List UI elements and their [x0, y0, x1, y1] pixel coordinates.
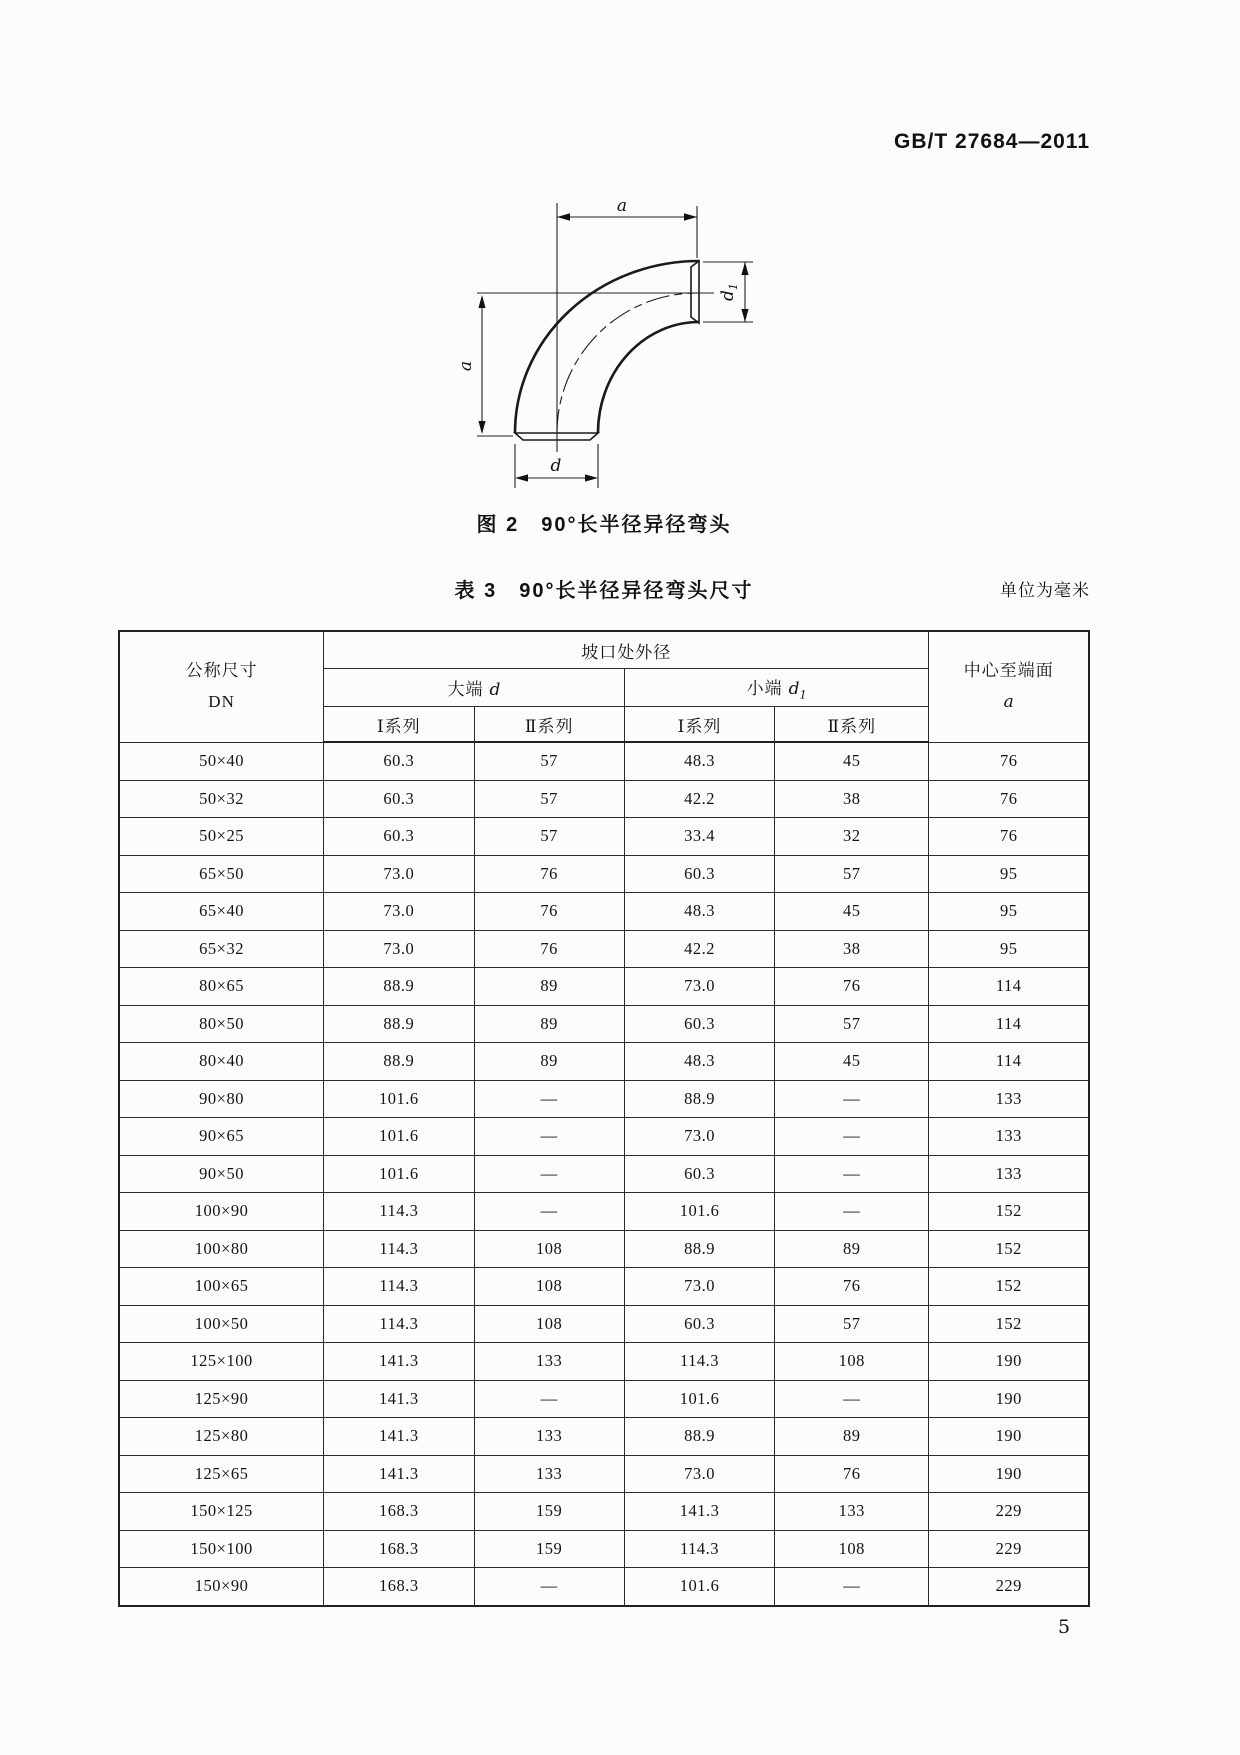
cell-dn: 50×25: [119, 818, 324, 856]
cell-value: 229: [929, 1568, 1089, 1606]
arrow: [684, 213, 697, 221]
cell-value: 141.3: [324, 1343, 474, 1381]
cell-value: 48.3: [624, 893, 774, 931]
arrow: [741, 262, 748, 275]
table-row: [119, 1268, 1089, 1306]
cell-value: 76: [775, 1268, 929, 1306]
cell-value: 152: [929, 1193, 1089, 1231]
cell-value: 114: [929, 1005, 1089, 1043]
table-row: [119, 1343, 1089, 1381]
cell-value: 45: [775, 893, 929, 931]
cell-value: 76: [775, 968, 929, 1006]
cell-value: —: [474, 1118, 624, 1156]
table-row: [119, 1568, 1089, 1606]
cell-value: 42.2: [624, 780, 774, 818]
cell-value: 114: [929, 968, 1089, 1006]
header-big-end: 大端 d: [324, 669, 625, 707]
elbow-right-face: [691, 261, 699, 323]
header-series-1: Ⅰ系列: [324, 707, 474, 743]
cell-dn: 100×65: [119, 1268, 324, 1306]
page-number: 5: [1058, 1616, 1071, 1638]
cell-dn: 80×40: [119, 1043, 324, 1081]
cell-value: 141.3: [324, 1418, 474, 1456]
cell-dn: 100×80: [119, 1230, 324, 1268]
cell-value: —: [775, 1380, 929, 1418]
cell-dn: 100×90: [119, 1193, 324, 1231]
cell-value: —: [474, 1155, 624, 1193]
cell-value: 88.9: [624, 1418, 774, 1456]
table-row: [119, 1530, 1089, 1568]
cell-value: 159: [474, 1493, 624, 1531]
table-row: [119, 1380, 1089, 1418]
cell-value: 229: [929, 1530, 1089, 1568]
cell-value: 101.6: [324, 1080, 474, 1118]
elbow-center-arc: [557, 293, 697, 433]
cell-value: 38: [775, 930, 929, 968]
cell-value: 168.3: [324, 1493, 474, 1531]
cell-value: 88.9: [324, 968, 474, 1006]
cell-value: 73.0: [324, 855, 474, 893]
cell-value: 108: [474, 1230, 624, 1268]
cell-dn: 150×125: [119, 1493, 324, 1531]
cell-value: 168.3: [324, 1530, 474, 1568]
dim-label-a-left: a: [456, 360, 476, 372]
cell-value: 229: [929, 1493, 1089, 1531]
cell-value: 89: [474, 1043, 624, 1081]
cell-value: —: [474, 1080, 624, 1118]
table-row: [119, 1118, 1089, 1156]
elbow-figure: [450, 188, 790, 503]
cell-dn: 65×32: [119, 930, 324, 968]
table-row: [119, 855, 1089, 893]
cell-dn: 50×40: [119, 742, 324, 780]
cell-value: 168.3: [324, 1568, 474, 1606]
cell-value: 88.9: [324, 1043, 474, 1081]
cell-value: 95: [929, 930, 1089, 968]
cell-value: 60.3: [324, 780, 474, 818]
arrow: [585, 474, 598, 481]
cell-dn: 100×50: [119, 1305, 324, 1343]
cell-value: 89: [474, 968, 624, 1006]
cell-value: 57: [775, 855, 929, 893]
cell-value: 60.3: [324, 818, 474, 856]
table-row: [119, 893, 1089, 931]
cell-value: 45: [775, 1043, 929, 1081]
arrow: [515, 474, 528, 481]
cell-dn: 80×50: [119, 1005, 324, 1043]
cell-value: 108: [474, 1305, 624, 1343]
cell-dn: 125×80: [119, 1418, 324, 1456]
cell-value: 159: [474, 1530, 624, 1568]
cell-value: 60.3: [324, 742, 474, 780]
table-row: [119, 1155, 1089, 1193]
table-row: [119, 818, 1089, 856]
cell-value: 73.0: [624, 1455, 774, 1493]
cell-value: 133: [929, 1118, 1089, 1156]
cell-value: 73.0: [624, 1118, 774, 1156]
header-outer-diameter-group: 坡口处外径: [324, 631, 929, 669]
cell-value: 95: [929, 893, 1089, 931]
cell-value: 76: [929, 818, 1089, 856]
cell-value: 141.3: [324, 1380, 474, 1418]
cell-value: 89: [775, 1230, 929, 1268]
cell-value: 141.3: [324, 1455, 474, 1493]
table-row: [119, 1005, 1089, 1043]
cell-value: 114.3: [324, 1268, 474, 1306]
cell-value: 108: [775, 1530, 929, 1568]
header-small-end: 小端 $d_1$: [624, 669, 929, 707]
cell-value: 57: [775, 1305, 929, 1343]
cell-value: 76: [474, 855, 624, 893]
arrow: [478, 295, 485, 308]
cell-value: —: [775, 1080, 929, 1118]
cell-dn: 65×50: [119, 855, 324, 893]
cell-value: 114: [929, 1043, 1089, 1081]
cell-value: 45: [775, 742, 929, 780]
cell-value: 73.0: [624, 1268, 774, 1306]
table-row: [119, 1080, 1089, 1118]
dim-label-a-top: a: [616, 196, 628, 216]
cell-dn: 125×65: [119, 1455, 324, 1493]
standard-number: GB/T 27684—2011: [894, 130, 1090, 153]
cell-value: 101.6: [624, 1380, 774, 1418]
figure-caption: 图 2 90°长半径异径弯头: [476, 514, 732, 536]
cell-value: 133: [474, 1455, 624, 1493]
cell-value: 190: [929, 1418, 1089, 1456]
cell-value: 133: [474, 1418, 624, 1456]
header-series-2: Ⅱ系列: [474, 707, 624, 743]
table-caption-row: [118, 574, 1090, 604]
cell-value: 133: [929, 1155, 1089, 1193]
cell-dn: 125×100: [119, 1343, 324, 1381]
cell-value: 76: [929, 742, 1089, 780]
cell-value: 33.4: [624, 818, 774, 856]
cell-value: 101.6: [324, 1155, 474, 1193]
cell-dn: 50×32: [119, 780, 324, 818]
cell-value: 141.3: [624, 1493, 774, 1531]
arrow: [741, 309, 748, 322]
cell-value: —: [775, 1193, 929, 1231]
cell-value: —: [474, 1380, 624, 1418]
cell-value: 57: [474, 818, 624, 856]
cell-value: 88.9: [624, 1080, 774, 1118]
cell-value: 89: [775, 1418, 929, 1456]
cell-value: 89: [474, 1005, 624, 1043]
cell-value: 133: [929, 1080, 1089, 1118]
cell-value: 190: [929, 1455, 1089, 1493]
cell-value: 101.6: [324, 1118, 474, 1156]
cell-value: 76: [474, 930, 624, 968]
cell-value: 48.3: [624, 742, 774, 780]
cell-value: 38: [775, 780, 929, 818]
table-row: [119, 930, 1089, 968]
cell-value: 60.3: [624, 1305, 774, 1343]
unit-note: 单位为毫米: [1000, 581, 1090, 600]
cell-value: 76: [474, 893, 624, 931]
table-row: [119, 742, 1089, 780]
dim-label-d-bottom: d: [550, 456, 562, 476]
cell-value: 101.6: [624, 1193, 774, 1231]
cell-dn: 90×65: [119, 1118, 324, 1156]
table-row: [119, 1043, 1089, 1081]
cell-value: 88.9: [324, 1005, 474, 1043]
cell-value: —: [775, 1568, 929, 1606]
dimension-table: [118, 630, 1090, 1607]
table-row: [119, 1230, 1089, 1268]
header-center-to-face: 中心至端面 a: [929, 631, 1089, 742]
elbow-inner-arc: [598, 322, 699, 433]
cell-value: 114.3: [624, 1530, 774, 1568]
cell-value: 60.3: [624, 855, 774, 893]
table-row: [119, 1193, 1089, 1231]
cell-value: 133: [775, 1493, 929, 1531]
cell-dn: 80×65: [119, 968, 324, 1006]
header-dn: 公称尺寸 DN: [119, 631, 324, 742]
cell-value: 133: [474, 1343, 624, 1381]
table-row: [119, 1418, 1089, 1456]
cell-value: 108: [775, 1343, 929, 1381]
cell-value: 73.0: [624, 968, 774, 1006]
cell-dn: 90×50: [119, 1155, 324, 1193]
cell-value: 60.3: [624, 1155, 774, 1193]
cell-value: 73.0: [324, 930, 474, 968]
cell-value: 114.3: [624, 1343, 774, 1381]
cell-value: 76: [775, 1455, 929, 1493]
cell-dn: 65×40: [119, 893, 324, 931]
header-series-1: Ⅰ系列: [624, 707, 774, 743]
table-row: [119, 1305, 1089, 1343]
cell-value: 152: [929, 1230, 1089, 1268]
table-caption: 表 3 90°长半径异径弯头尺寸: [454, 580, 754, 602]
cell-value: 190: [929, 1380, 1089, 1418]
cell-value: —: [474, 1193, 624, 1231]
cell-value: 190: [929, 1343, 1089, 1381]
dim-label-d1: $d_1$: [718, 283, 740, 301]
cell-value: 57: [474, 742, 624, 780]
cell-value: 114.3: [324, 1230, 474, 1268]
cell-value: —: [775, 1155, 929, 1193]
cell-value: 101.6: [624, 1568, 774, 1606]
table-row: [119, 1493, 1089, 1531]
elbow-outer-arc: [515, 261, 699, 433]
cell-value: 152: [929, 1268, 1089, 1306]
cell-value: 57: [775, 1005, 929, 1043]
cell-value: 42.2: [624, 930, 774, 968]
cell-value: 88.9: [624, 1230, 774, 1268]
cell-dn: 125×90: [119, 1380, 324, 1418]
arrow: [557, 213, 570, 221]
cell-value: 48.3: [624, 1043, 774, 1081]
cell-value: 95: [929, 855, 1089, 893]
header-series-2: Ⅱ系列: [775, 707, 929, 743]
cell-value: 76: [929, 780, 1089, 818]
cell-value: 114.3: [324, 1305, 474, 1343]
cell-value: 57: [474, 780, 624, 818]
cell-value: 152: [929, 1305, 1089, 1343]
cell-value: 114.3: [324, 1193, 474, 1231]
cell-value: 32: [775, 818, 929, 856]
cell-dn: 90×80: [119, 1080, 324, 1118]
table-row: [119, 1455, 1089, 1493]
arrow: [478, 421, 485, 434]
cell-dn: 150×100: [119, 1530, 324, 1568]
cell-value: 60.3: [624, 1005, 774, 1043]
cell-value: 73.0: [324, 893, 474, 931]
table-body: [119, 742, 1089, 1606]
cell-value: 108: [474, 1268, 624, 1306]
cell-value: —: [775, 1118, 929, 1156]
cell-value: —: [474, 1568, 624, 1606]
table-row: [119, 780, 1089, 818]
table-row: [119, 968, 1089, 1006]
cell-dn: 150×90: [119, 1568, 324, 1606]
